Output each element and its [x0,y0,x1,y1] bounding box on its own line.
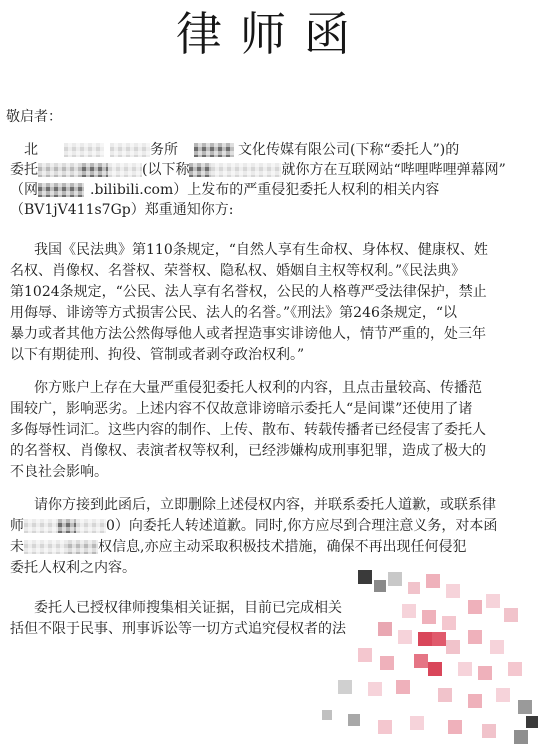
redaction-mosaic [24,540,68,554]
para3-line4: 的名誉权、肖像权、表演者权等权利，已经涉嫌构成刑事犯罪，造成了极大的 [10,443,486,459]
para1-line4: （BV1jV411s7Gp）郑重通知你方: [10,202,234,218]
para1-line2-b: (以下称 [142,162,190,178]
redaction-mosaic [64,143,104,157]
para4-line4: 委托人权利之内容。 [10,560,136,576]
para3-line1: 你方账户上存在大量严重侵犯委托人权利的内容，且点击量较高、传播范 [34,380,482,396]
redacted-seal-mosaic [318,570,540,748]
redaction-mosaic [189,163,211,177]
para1-line2-c: 就你方在互联网站“哔哩哔哩弹幕网” [281,162,506,178]
redaction-mosaic [38,163,82,177]
redaction-mosaic [194,143,234,157]
para4-line3-b: 权信息,亦应主动采取积极技术措施，确保不再出现任何侵犯 [98,539,467,555]
redaction-mosaic [24,519,58,533]
para2-line5: 暴力或者其他方法公然侮辱他人或者捏造事实诽谤他人，情节严重的，处三年 [10,326,486,342]
para2-line4: 用侮辱、诽谤等方式损害公民、法人的名誉。”《刑法》第246条规定，“以 [10,305,458,321]
salutation: 敬启者： [6,109,62,125]
para3-line5: 不良社会影响。 [10,464,108,480]
redaction-mosaic [58,519,76,533]
para1-line2-a: 委托 [10,162,38,178]
para5-line1: 委托人已授权律师搜集相关证据，目前已完成相关 [34,600,342,616]
paragraph-1 [10,140,530,230]
seal-mosaic-tiles [322,570,538,744]
paragraph-2 [10,240,530,370]
para4-line3-a: 未 [10,539,24,555]
redaction-mosaic [108,163,142,177]
para2-line2: 名权、肖像权、名誉权、荣誉权、隐私权、婚姻自主权等权利。”《民法典》 [10,263,466,279]
redaction-mosaic [211,163,281,177]
redaction-mosaic [110,143,150,157]
redaction-mosaic [76,519,106,533]
para1-line3-a: （网 [10,182,38,198]
para4-line2-a: 师 [10,518,24,534]
para1-line1-b: 务所 [150,142,178,158]
para1-line3-b: .bilibili.com）上发布的严重侵犯委托人权利的相关内容 [90,182,440,198]
redaction-mosaic [68,540,98,554]
para5-line2: 括但不限于民事、刑事诉讼等一切方式追究侵权者的法 [10,621,346,637]
para4-line1: 请你方接到此函后，立即删除上述侵权内容，并联系委托人道歉，或联系律 [34,497,496,513]
para4-line2-b: 0）向委托人转述道歉。同时,你方应尽到合理注意义务，对本函 [106,518,498,534]
para3-line3: 多侮辱性词汇。这些内容的制作、上传、散布、转载传播者已经侵害了委托人 [10,422,486,438]
para2-line6: 以下有期徒刑、拘役、管制或者剥夺政治权利。” [10,347,305,363]
redaction-mosaic [82,163,108,177]
para2-line3: 第1024条规定，“公民、法人享有名誉权，公民的人格尊严受法律保护，禁止 [10,284,487,300]
para1-line1-c: 文化传媒有限公司(下称“委托人”)的 [238,142,460,158]
para2-line1: 我国《民法典》第110条规定，“自然人享有生命权、身体权、健康权、姓 [34,242,488,258]
para3-line2: 围较广，影响恶劣。上述内容不仅故意诽谤暗示委托人“是间谍”还使用了诸 [10,401,473,417]
document-title: 律师函 [176,7,368,61]
redaction-mosaic [38,183,84,197]
paragraph-3 [10,378,530,488]
para1-line1-a: 北 [24,142,38,158]
